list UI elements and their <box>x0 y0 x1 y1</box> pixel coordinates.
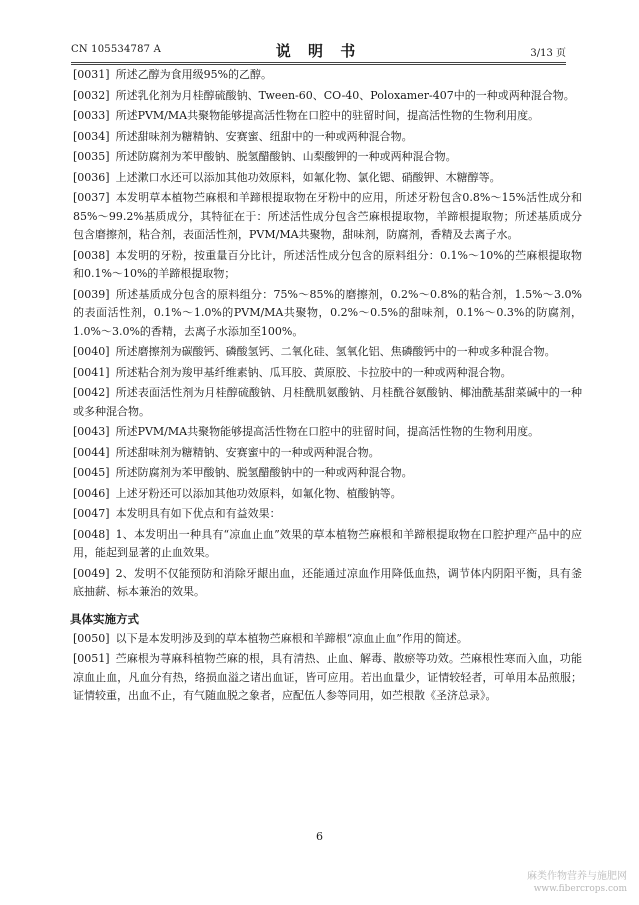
paragraph <box>73 630 582 649</box>
paragraph-number: [0051] <box>73 652 110 665</box>
paragraph <box>73 169 582 188</box>
paragraph <box>73 189 582 245</box>
header-divider-second <box>71 64 566 65</box>
paragraph-text: 上述牙粉还可以添加其他功效原料，如氟化物、植酸钠等。 <box>115 486 402 500</box>
paragraph-text: 本发明具有如下优点和有益效果： <box>115 507 281 520</box>
paragraph <box>73 464 582 483</box>
paragraph-text: 所述基质成分包含的原料组分：75%～85%的磨擦剂，0.2%～0.8%的粘合剂，1.5%～3.0%的表面活性剂，0.1%～1.0%的PVM/MA共聚物，0.2%～0.5%的甜味剂，0.1%～0.3%的防腐剂，1.0%～3.0%的香精，去离子水添加至100%。 <box>73 287 582 338</box>
page-info: 3/13 页 <box>530 48 566 59</box>
paragraph <box>73 444 582 463</box>
page-header <box>71 40 566 62</box>
section-title: 具体实施方式 <box>70 611 139 626</box>
paragraph <box>73 485 582 504</box>
paragraph-number: [0032] <box>73 88 110 102</box>
paragraph <box>73 128 582 147</box>
document-body <box>70 66 582 708</box>
paragraph-number: [0031] <box>73 68 110 81</box>
paragraph <box>73 247 582 284</box>
document-title: 说 明 书 <box>275 42 362 60</box>
watermark-site-name: 麻类作物营养与施肥网 <box>527 871 627 882</box>
paragraph-number: [0047] <box>73 507 110 520</box>
paragraph <box>73 526 582 563</box>
paragraph <box>73 66 582 85</box>
paragraph-number: [0034] <box>73 129 110 143</box>
paragraph <box>73 107 582 126</box>
paragraph-text: 所述防腐剂为苯甲酸钠、脱氢醋酸钠中的一种或两种混合物。 <box>115 466 413 479</box>
paragraph-number: [0045] <box>73 466 110 479</box>
paragraph-number: [0050] <box>73 631 110 645</box>
paragraph <box>73 364 582 383</box>
paragraph-text: 苎麻根为荨麻科植物苎麻的根，具有清热、止血、解毒、散瘀等功效。苎麻根性寒而入血，功能凉血止血，凡血分有热，络损血溢之诸出血证，皆可应用。若出血量少，证情较轻者，可单用本品煎服；证情较重，出血不止，有气随血脱之象者，应配伍人参等同用，如苎根散《圣济总录》。 <box>73 652 582 702</box>
paragraph-number: [0035] <box>73 150 110 163</box>
paragraph-text: 所述乳化剂为月桂醇硫酸钠、Tween-60、CO-40、Poloxamer-407中的一种或两种混合物。 <box>115 88 575 102</box>
watermark <box>477 871 627 895</box>
paragraph-list <box>73 66 582 602</box>
paragraph-text: 1、本发明出一种具有“凉血止血”效果的草本植物苎麻根和羊蹄根提取物在口腔护理产品中的应用，能起到显著的止血效果。 <box>73 527 582 559</box>
paragraph <box>73 286 582 342</box>
paragraph-number: [0043] <box>73 425 110 438</box>
paragraph-number: [0033] <box>73 109 110 122</box>
header-divider <box>71 62 566 63</box>
watermark-url: www.fibercrops.com <box>533 884 627 894</box>
page-number: 6 <box>316 830 323 843</box>
paragraph-text: 上述漱口水还可以添加其他功效原料，如氟化物、氯化锶、硝酸钾、木糖醇等。 <box>115 170 501 184</box>
paragraph-text: 本发明的牙粉，按重量百分比计，所述活性成分包含的原料组分：0.1%～10%的苎麻根提取物和0.1%～10%的羊蹄根提取物； <box>73 248 582 280</box>
paragraph <box>73 423 582 442</box>
paragraph <box>73 87 582 106</box>
paragraph-number: [0040] <box>73 345 110 358</box>
paragraph-text: 所述乙醇为食用级95%的乙醇。 <box>115 68 273 81</box>
paragraph-number: [0041] <box>73 365 110 379</box>
paragraph <box>73 384 582 421</box>
paragraph-text: 所述磨擦剂为碳酸钙、磷酸氢钙、二氧化硅、氢氧化铝、焦磷酸钙中的一种或多种混合物。 <box>115 345 556 358</box>
paragraph <box>73 505 582 524</box>
paragraph-number: [0048] <box>73 527 110 541</box>
paragraph-text: 所述甜味剂为糖精钠、安赛蜜、纽甜中的一种或两种混合物。 <box>115 129 413 143</box>
paragraph-text: 所述防腐剂为苯甲酸钠、脱氢醋酸钠、山梨酸钾的一种或两种混合物。 <box>115 150 457 163</box>
paragraph-number: [0039] <box>73 287 110 301</box>
paragraph-number: [0038] <box>73 248 110 262</box>
paragraph-number: [0036] <box>73 170 110 184</box>
paragraph-number: [0037] <box>73 191 110 204</box>
paragraph <box>73 148 582 167</box>
paragraph <box>73 565 582 602</box>
paragraph-number: [0046] <box>73 486 110 500</box>
paragraph-text: 本发明草本植物苎麻根和羊蹄根提取物在牙粉中的应用，所述牙粉包含0.8%～15%活性成分和85%～99.2%基质成分，其特征在于：所述活性成分包含苎麻根提取物，羊蹄根提取物；所述基质成分包含磨擦剂，粘合剂，表面活性剂，PVM/MA共聚物，甜味剂，防腐剂，香精及去离子水。 <box>73 191 582 241</box>
paragraph-text: 所述PVM/MA共聚物能够提高活性物在口腔中的驻留时间，提高活性物的生物利用度。 <box>115 425 540 438</box>
paragraph-text: 所述甜味剂为糖精钠、安赛蜜中的一种或两种混合物。 <box>115 445 380 459</box>
paragraph <box>73 650 582 706</box>
paragraph-text: 所述表面活性剂为月桂醇硫酸钠、月桂酰肌氨酸钠、月桂酰谷氨酸钠、椰油酰基甜菜碱中的一种或多种混合物。 <box>73 386 582 418</box>
section-paragraph-list <box>73 630 582 706</box>
paragraph-number: [0044] <box>73 445 110 459</box>
paragraph <box>73 343 582 362</box>
paragraph-text: 所述粘合剂为羧甲基纤维素钠、瓜耳胶、黄原胶、卡拉胶中的一种或两种混合物。 <box>115 365 512 379</box>
paragraph-number: [0042] <box>73 386 110 399</box>
paragraph-text: 2、发明不仅能预防和消除牙龈出血，还能通过凉血作用降低血热，调节体内阴阳平衡，具有釜底抽薪、标本兼治的效果。 <box>73 566 582 598</box>
paragraph-text: 所述PVM/MA共聚物能够提高活性物在口腔中的驻留时间，提高活性物的生物利用度。 <box>115 109 540 122</box>
document-number: CN 105534787 A <box>71 44 162 55</box>
paragraph-number: [0049] <box>73 566 110 580</box>
paragraph-text: 以下是本发明涉及到的草本植物苎麻根和羊蹄根“凉血止血”作用的简述。 <box>115 631 468 645</box>
